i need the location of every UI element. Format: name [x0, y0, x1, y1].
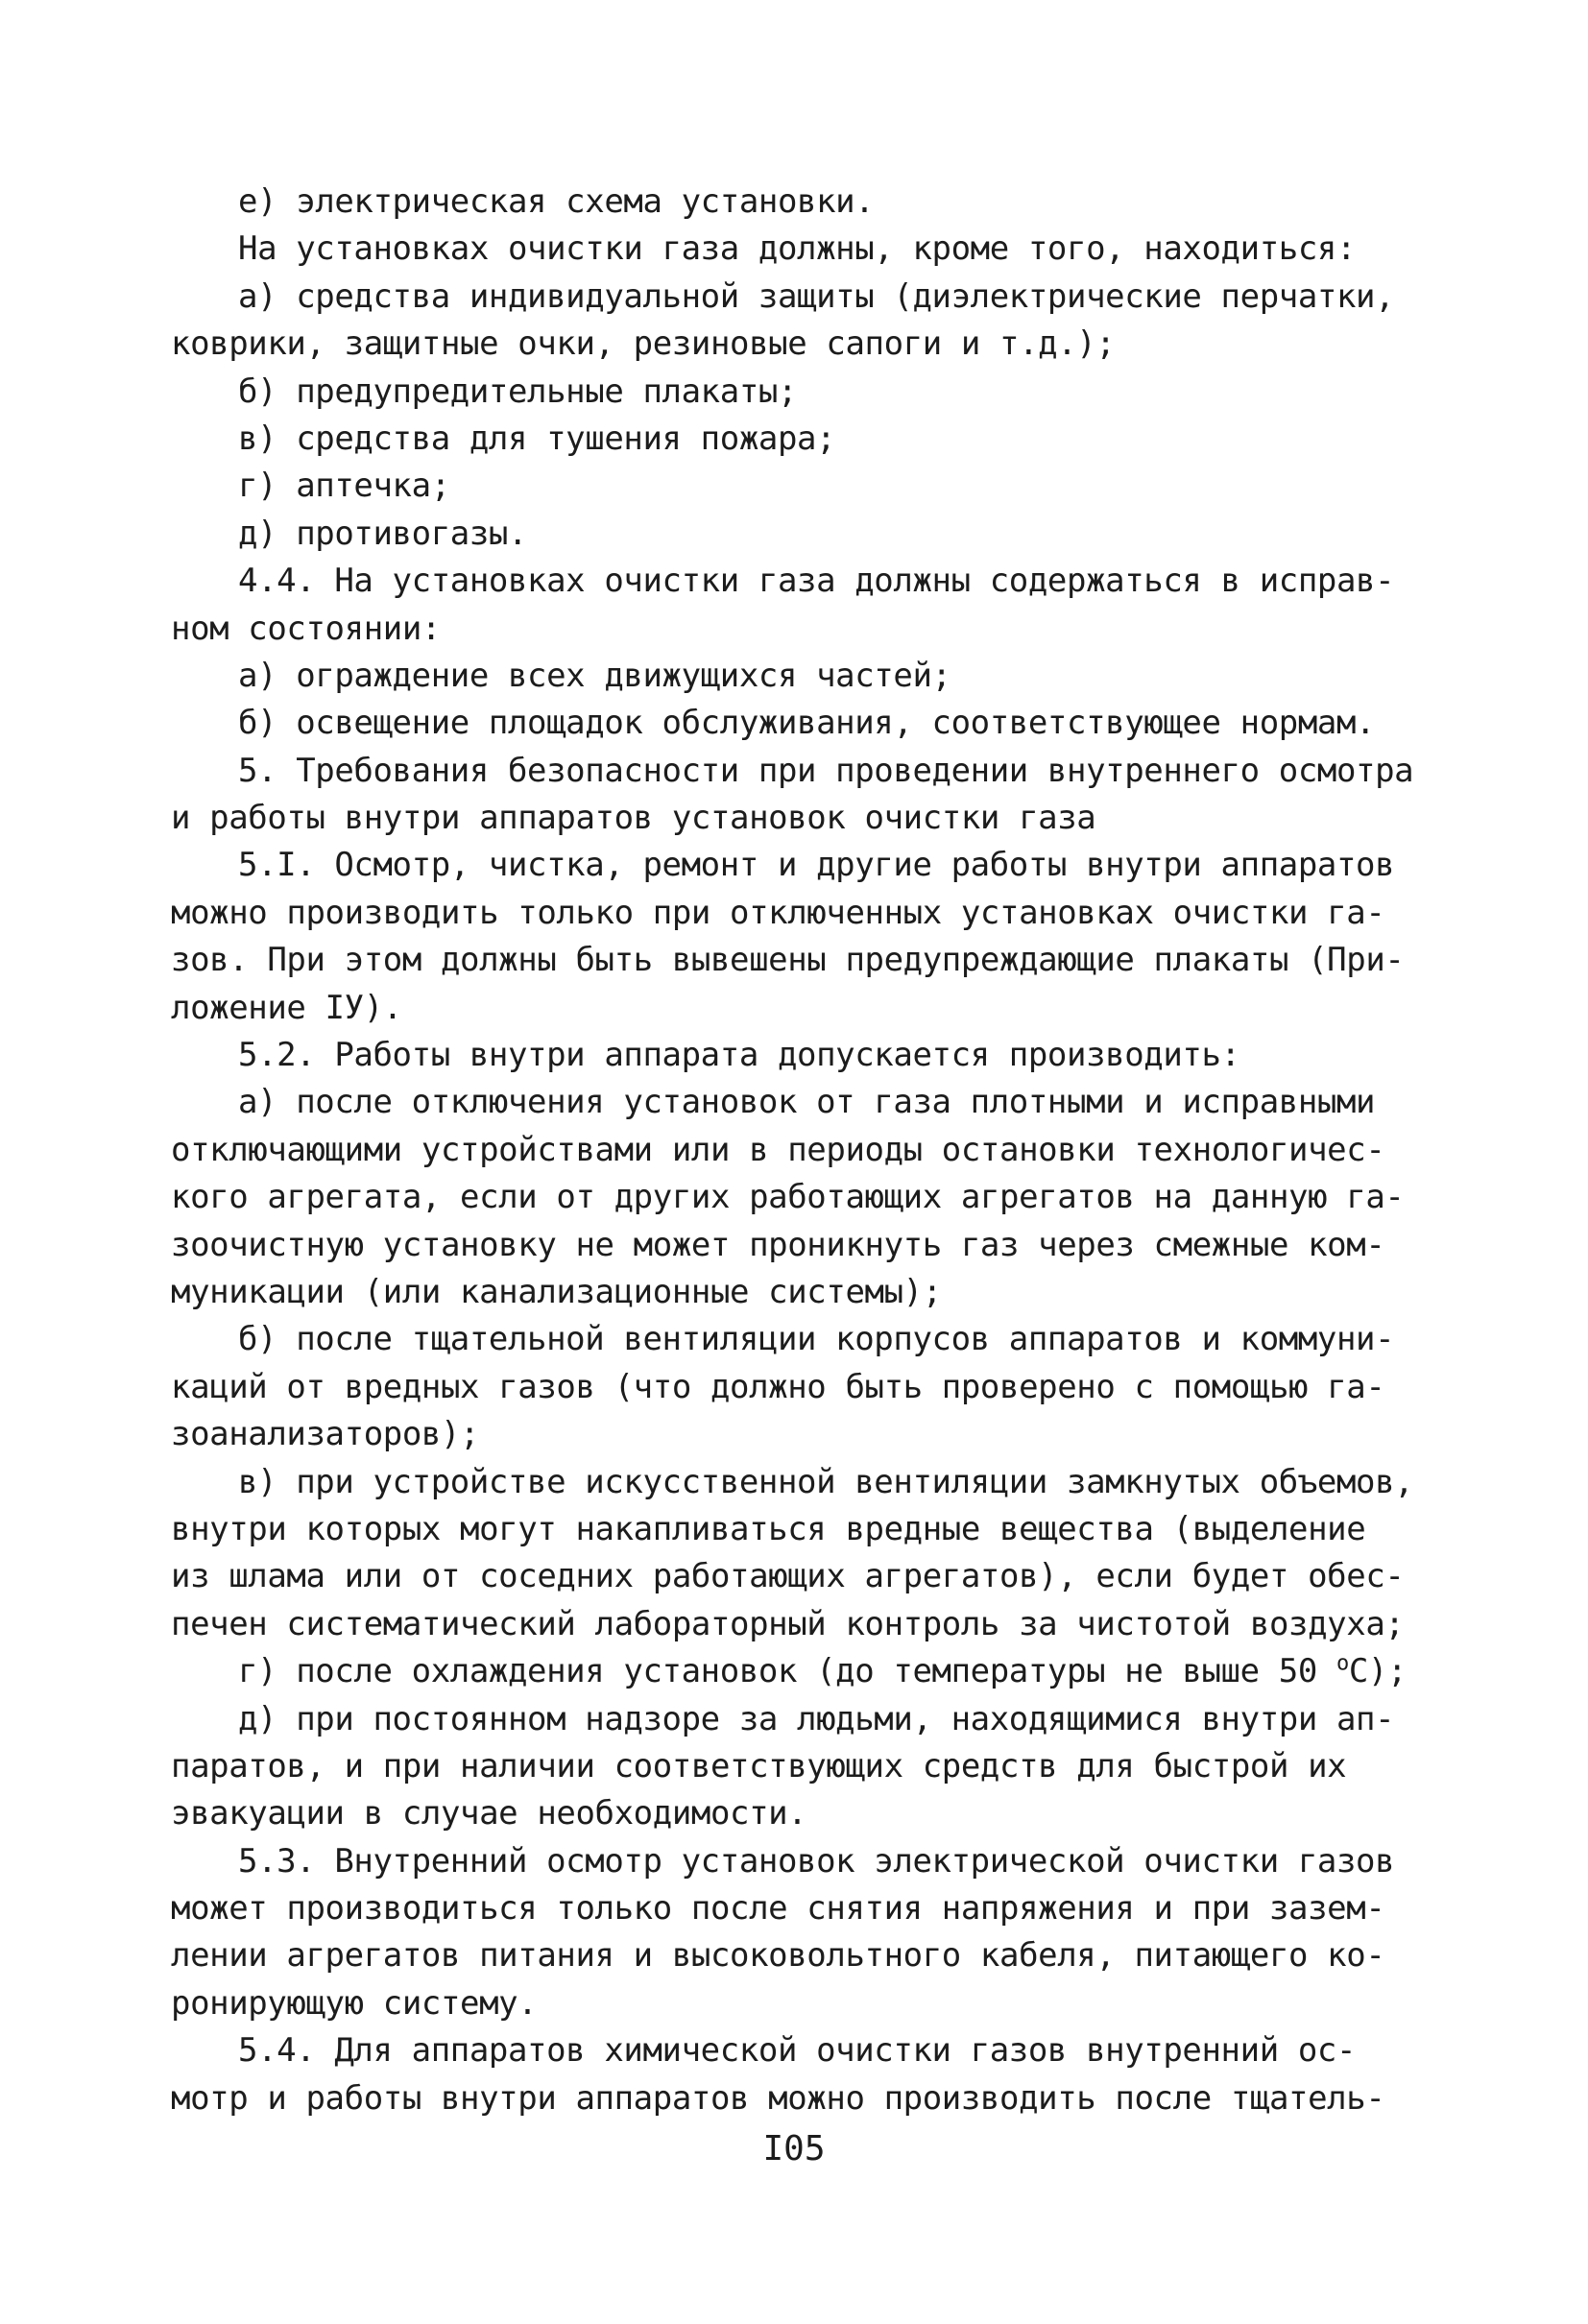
text-line: отключающими устройствами или в периоды остановки технологичес- [171, 1130, 1385, 1169]
text-line: печен систематический лабораторный контроль за чистотой воздуха; [171, 1604, 1405, 1643]
text-line: 5.I. Осмотр, чистка, ремонт и другие работы внутри аппаратов [238, 846, 1395, 885]
text-line: внутри которых могут накапливаться вредные вещества (выделение [171, 1509, 1366, 1548]
text-line: в) средства для тушения пожара; [238, 419, 836, 458]
text-line: На установках очистки газа должны, кроме того, находиться: [238, 229, 1357, 269]
text-line: а) средства индивидуальной защиты (диэлектрические перчатки, [238, 276, 1395, 316]
text-line: можно производить только при отключенных установках очистки га- [171, 893, 1385, 932]
text-line: б) освещение площадок обслуживания, соответствующее нормам. [238, 704, 1376, 743]
text-line: муникации (или канализационные системы); [171, 1272, 942, 1311]
text-line: 5.2. Работы внутри аппарата допускается производить: [238, 1036, 1240, 1075]
text-line: мотр и работы внутри аппаратов можно производить после тщатель- [171, 2078, 1385, 2118]
text-line: б) предупредительные плакаты; [238, 371, 798, 411]
text-line: 5.3. Внутренний осмотр установок электрической очистки газов [238, 1841, 1395, 1881]
text-line: ложение IУ). [171, 988, 402, 1027]
section-heading: 5. Требования безопасности при проведении внутреннего осмотра [238, 751, 1414, 790]
text-line: д) противогазы. [238, 514, 528, 553]
text-line: б) после тщательной вентиляции корпусов аппаратов и коммуни- [238, 1320, 1395, 1359]
degree-sign: о [1335, 1651, 1349, 1676]
page-number: I05 [762, 2129, 826, 2168]
text-line: ном состоянии: [171, 609, 441, 648]
text-line: лении агрегатов питания и высоковольтного кабеля, питающего ко- [171, 1936, 1385, 1976]
temperature-text: г) после охлаждения установок (до температуры не выше 50 [238, 1652, 1336, 1691]
text-line: ронирующую систему. [171, 1983, 538, 2023]
text-line: зоанализаторов); [171, 1415, 480, 1454]
text-line: эвакуации в случае необходимости. [171, 1794, 807, 1833]
text-line: е) электрическая схема установки. [238, 182, 875, 221]
text-line: каций от вредных газов (что должно быть проверено с помощью га- [171, 1367, 1385, 1406]
temperature-unit: С); [1348, 1652, 1408, 1691]
text-line: д) при постоянном надзоре за людьми, находящимися внутри ап- [238, 1699, 1395, 1738]
text-line: из шлама или от соседних работающих агрегатов), если будет обес- [171, 1557, 1405, 1596]
text-line: 5.4. Для аппаратов химической очистки газов внутренний ос- [238, 2031, 1357, 2071]
text-line: паратов, и при наличии соответствующих средств для быстрой их [171, 1746, 1347, 1785]
text-line: 4.4. На установках очистки газа должны содержаться в исправ- [238, 562, 1395, 601]
text-line: может производиться только после снятия напряжения и при зазем- [171, 1889, 1385, 1929]
text-line-temperature [171, 1648, 1419, 1695]
text-line: зов. При этом должны быть вывешены предупреждающие плакаты (При- [171, 941, 1405, 980]
document-body [171, 179, 1419, 2122]
text-line: г) аптечка; [238, 467, 450, 506]
text-line: коврики, защитные очки, резиновые сапоги и т.д.); [171, 324, 1116, 364]
section-heading: и работы внутри аппаратов установок очистки газа [171, 799, 1096, 838]
text-line: а) ограждение всех движущихся частей; [238, 656, 951, 695]
text-line: а) после отключения установок от газа плотными и исправными [238, 1083, 1376, 1122]
text-line: в) при устройстве искусственной вентиляции замкнутых объемов, [238, 1462, 1414, 1501]
text-line: кого агрегата, если от других работающих агрегатов на данную га- [171, 1178, 1405, 1217]
text-line: зоочистную установку не может проникнуть газ через смежные ком- [171, 1225, 1385, 1264]
